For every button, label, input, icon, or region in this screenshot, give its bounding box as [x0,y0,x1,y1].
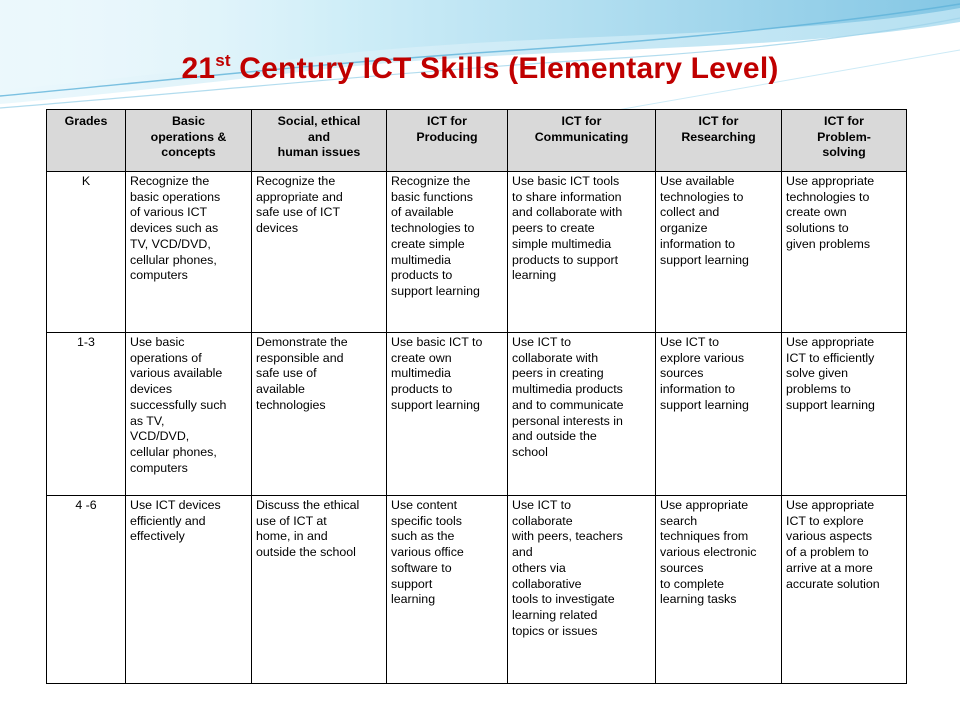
table-cell [126,333,252,496]
cell-line: efficiently and [130,513,206,528]
grade-cell: 1-3 [47,333,126,496]
header-ict-producing [387,110,508,172]
cell-line: support learning [391,283,480,298]
cell-line: technologies to [391,221,475,236]
header-basic-operations [126,110,252,172]
cell-line: school [512,444,548,459]
table-cell [126,172,252,333]
header-line: Basic [171,114,206,128]
cell-line: Recognize the [391,174,471,188]
cell-line: and collaborate with [512,205,623,220]
cell-line: TV, VCD/DVD, [130,236,211,251]
table-cell [782,172,907,333]
table-cell [508,172,656,333]
cell-line: support learning [660,252,749,267]
cell-line: learning related [512,607,598,622]
cell-line: support [391,576,433,591]
header-ict-communicating [508,110,656,172]
cell-line: basic functions [391,189,473,204]
cell-line: and outside the [512,429,597,444]
cell-line: tools to investigate [512,592,615,607]
cell-line: of various ICT [130,205,208,220]
cell-line: create own [391,350,452,365]
cell-line: collaborate with [512,350,599,365]
table-cell [656,172,782,333]
cell-line: and to communicate [512,397,624,412]
header-line: and [307,129,331,144]
cell-line: VCD/DVD, [130,429,190,444]
cell-line: to complete [660,576,725,591]
cell-line: specific tools [391,513,462,528]
header-line: Grades [64,114,108,128]
title-superscript: st [215,51,231,70]
table-cell [508,496,656,684]
table-row-1-3 [47,333,907,496]
grade-cell: K [47,172,126,333]
cell-line: devices [130,382,173,397]
cell-line: Use basic ICT to [391,335,483,349]
cell-line: techniques from [660,529,749,544]
cell-line: Use ICT to [512,335,571,349]
header-line: Producing [416,129,478,144]
cell-line: devices [256,221,299,236]
cell-line: cellular phones, [130,444,217,459]
cell-line: devices such as [130,221,219,236]
cell-line: various available [130,366,223,381]
cell-line: Demonstrate the [256,335,348,349]
table-cell [252,333,387,496]
cell-line: technologies to [786,189,870,204]
header-line: Communicating [534,129,629,144]
cell-line: topics or issues [512,623,598,638]
table-cell [126,496,252,684]
cell-line: Recognize the [130,174,210,188]
cell-line: learning tasks [660,592,737,607]
cell-line: software to [391,560,452,575]
table-cell [656,333,782,496]
table-cell [508,333,656,496]
cell-line: products to support [512,252,619,267]
cell-line: appropriate and [256,189,343,204]
cell-line: ICT to explore [786,513,864,528]
cell-line: various aspects [786,529,873,544]
cell-line: computers [130,460,188,475]
cell-line: of a problem to [786,545,869,560]
cell-line: ICT to efficiently [786,350,875,365]
cell-line: support learning [391,397,480,412]
cell-line: peers to create [512,221,595,236]
header-line: solving [822,145,866,160]
cell-line: and [512,545,533,560]
cell-line: outside the school [256,545,356,560]
header-ict-researching [656,110,782,172]
cell-line: Use appropriate [786,498,875,512]
header-line: ICT for [824,114,864,128]
cell-line: Recognize the [256,174,336,188]
cell-line: responsible and [256,350,344,365]
cell-line: Use available [660,174,735,188]
cell-line: Use content [391,498,458,512]
cell-line: with peers, teachers [512,529,623,544]
cell-line: technologies to [660,189,744,204]
header-social-ethical [252,110,387,172]
cell-line: search [660,513,698,528]
cell-line: explore various [660,350,745,365]
cell-line: multimedia [391,366,451,381]
cell-line: as TV, [130,413,165,428]
cell-line: Use basic ICT tools [512,174,620,188]
cell-line: Use ICT to [660,335,719,349]
cell-line: problems to [786,382,851,397]
table-cell [387,496,508,684]
table-cell [656,496,782,684]
cell-line: effectively [130,529,185,544]
header-grades [47,110,126,172]
cell-line: multimedia [391,252,451,267]
table-cell [252,496,387,684]
cell-line: safe use of [256,366,317,381]
cell-line: cellular phones, [130,252,217,267]
cell-line: Use ICT devices [130,498,221,512]
cell-line: information to [660,382,736,397]
cell-line: learning [512,268,557,283]
cell-line: others via [512,560,566,575]
cell-line: collect and [660,205,720,220]
table-row-k [47,172,907,333]
header-line: concepts [161,145,216,160]
header-line: operations & [150,129,227,144]
cell-line: accurate solution [786,576,880,591]
cell-line: successfully such [130,397,227,412]
cell-line: use of ICT at [256,513,327,528]
cell-line: safe use of ICT [256,205,341,220]
cell-line: Discuss the ethical [256,498,360,512]
cell-line: Use appropriate [786,174,875,188]
cell-line: collaborate [512,513,573,528]
table-cell [387,333,508,496]
header-line: Problem- [817,129,871,144]
header-row [47,110,907,172]
cell-line: arrive at a more [786,560,873,575]
cell-line: information to [660,236,736,251]
cell-line: technologies [256,397,326,412]
cell-line: create own [786,205,847,220]
cell-line: Use appropriate [786,335,875,349]
cell-line: home, in and [256,529,328,544]
cell-line: Use ICT to [512,498,571,512]
table-cell [782,496,907,684]
title-rest: Century ICT Skills (Elementary Level) [230,52,779,85]
cell-line: such as the [391,529,455,544]
cell-line: products to [391,268,453,283]
cell-line: available [256,382,305,397]
cell-line: sources [660,366,704,381]
cell-line: operations of [130,350,202,365]
cell-line: learning [391,592,436,607]
cell-line: peers in creating [512,366,604,381]
header-line: ICT for [561,114,602,128]
title-prefix: 21 [181,52,216,85]
cell-line: personal interests in [512,413,623,428]
cell-line: sources [660,560,704,575]
cell-line: Use basic [130,335,185,349]
cell-line: solutions to [786,221,849,236]
cell-line: simple multimedia [512,236,612,251]
page-title [0,52,960,86]
header-line: ICT for [698,114,739,128]
cell-line: given problems [786,236,871,251]
cell-line: support learning [786,397,875,412]
cell-line: multimedia products [512,382,623,397]
cell-line: of available [391,205,454,220]
cell-line: collaborative [512,576,582,591]
cell-line: support learning [660,397,749,412]
cell-line: products to [391,382,453,397]
table-cell [387,172,508,333]
header-ict-problem-solving [782,110,907,172]
cell-line: organize [660,221,708,236]
cell-line: various office [391,545,464,560]
ict-skills-table [46,109,907,684]
cell-line: various electronic [660,545,757,560]
header-line: ICT for [427,114,467,128]
grade-cell: 4 -6 [47,496,126,684]
cell-line: solve given [786,366,848,381]
cell-line: basic operations [130,189,221,204]
header-line: human issues [277,145,361,160]
cell-line: create simple [391,236,465,251]
table-row-4-6 [47,496,907,684]
header-line: Researching [681,129,756,144]
cell-line: to share information [512,189,622,204]
table-cell [252,172,387,333]
cell-line: computers [130,268,188,283]
table-cell [782,333,907,496]
cell-line: Use appropriate [660,498,749,512]
header-line: Social, ethical [277,114,361,128]
